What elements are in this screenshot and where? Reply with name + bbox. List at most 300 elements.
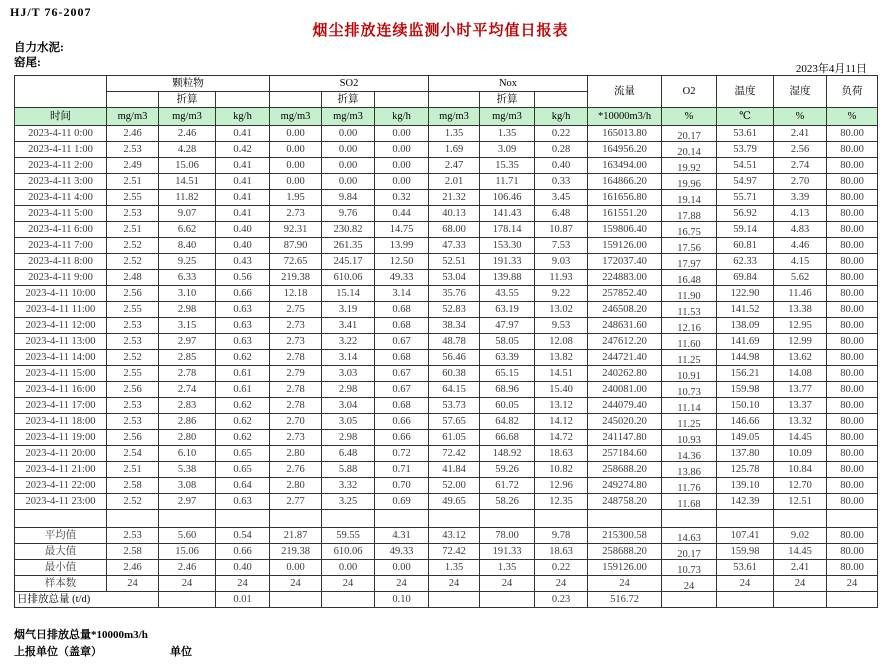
value-cell: 610.06 <box>322 544 375 560</box>
value-cell: 2.78 <box>159 366 216 382</box>
table-row <box>15 318 878 334</box>
value-cell: 2.79 <box>270 366 322 382</box>
value-cell: 164956.20 <box>588 142 662 158</box>
table-row <box>15 206 878 222</box>
value-cell: 12.18 <box>270 286 322 302</box>
value-cell: 13.38 <box>774 302 827 318</box>
value-cell: 43.12 <box>429 528 480 544</box>
value-cell: 0.62 <box>216 350 270 366</box>
value-cell: 14.36 <box>662 449 717 465</box>
value-cell: 248758.20 <box>588 494 662 510</box>
time-cell: 2023-4-11 17:00 <box>15 398 107 414</box>
empty-cell <box>429 510 480 528</box>
value-cell: 0.67 <box>375 382 429 398</box>
empty-cell <box>774 510 827 528</box>
summary-row <box>15 560 878 576</box>
value-cell: 24 <box>322 576 375 592</box>
value-cell: 80.00 <box>827 318 878 334</box>
value-cell: 16.75 <box>662 225 717 241</box>
value-cell: 2.78 <box>270 350 322 366</box>
value-cell: 35.76 <box>429 286 480 302</box>
value-cell: 14.72 <box>535 430 588 446</box>
value-cell: 4.13 <box>774 206 827 222</box>
value-cell: 0.56 <box>216 270 270 286</box>
value-cell: 63.39 <box>480 350 535 366</box>
value-cell: 13.62 <box>774 350 827 366</box>
value-cell: 59.55 <box>322 528 375 544</box>
value-cell: 6.48 <box>535 206 588 222</box>
value-cell: 141.43 <box>480 206 535 222</box>
value-cell: 80.00 <box>827 126 878 142</box>
value-cell: 0.10 <box>375 592 429 608</box>
value-cell <box>429 592 480 608</box>
column-header-flow: 流量 <box>588 76 662 108</box>
report-unit-label: 上报单位（盖章） <box>14 646 102 658</box>
value-cell: 2.70 <box>774 174 827 190</box>
value-cell: 2.51 <box>107 174 159 190</box>
value-cell: 14.08 <box>774 366 827 382</box>
value-cell <box>717 592 774 608</box>
value-cell: 2.56 <box>107 430 159 446</box>
value-cell: 2.46 <box>159 126 216 142</box>
time-cell: 2023-4-11 6:00 <box>15 222 107 238</box>
value-cell: 80.00 <box>827 350 878 366</box>
time-cell: 2023-4-11 18:00 <box>15 414 107 430</box>
value-cell: 3.09 <box>480 142 535 158</box>
value-cell: 0.40 <box>216 222 270 238</box>
value-cell: 58.05 <box>480 334 535 350</box>
value-cell: 38.34 <box>429 318 480 334</box>
value-cell: 24 <box>717 576 774 592</box>
value-cell: 0.66 <box>375 430 429 446</box>
value-cell: 10.73 <box>662 385 717 401</box>
value-cell: 2.70 <box>270 414 322 430</box>
value-cell: 13.77 <box>774 382 827 398</box>
unit-cell: mg/m3 <box>270 108 322 126</box>
value-cell: 0.40 <box>535 158 588 174</box>
value-cell: 60.38 <box>429 366 480 382</box>
value-cell: 14.51 <box>535 366 588 382</box>
converted-label-nox: 折算 <box>480 92 535 108</box>
value-cell: 3.03 <box>322 366 375 382</box>
time-cell: 2023-4-11 16:00 <box>15 382 107 398</box>
value-cell: 0.40 <box>216 238 270 254</box>
value-cell: 2.55 <box>107 302 159 318</box>
table-row <box>15 414 878 430</box>
value-cell: 2.83 <box>159 398 216 414</box>
table-row <box>15 158 878 174</box>
value-cell: 80.00 <box>827 174 878 190</box>
time-cell: 2023-4-11 19:00 <box>15 430 107 446</box>
blank-corner-cell <box>15 76 107 108</box>
empty-cell <box>216 510 270 528</box>
value-cell: 2.78 <box>270 382 322 398</box>
value-cell: 0.00 <box>270 158 322 174</box>
value-cell: 80.00 <box>827 206 878 222</box>
value-cell <box>159 592 216 608</box>
summary-label: 平均值 <box>15 528 107 544</box>
value-cell: 11.46 <box>774 286 827 302</box>
value-cell: 19.96 <box>662 177 717 193</box>
time-cell: 2023-4-11 22:00 <box>15 478 107 494</box>
value-cell: 78.00 <box>480 528 535 544</box>
value-cell: 161551.20 <box>588 206 662 222</box>
table-row <box>15 270 878 286</box>
value-cell: 2.58 <box>107 544 159 560</box>
value-cell: 0.61 <box>216 366 270 382</box>
value-cell: 148.92 <box>480 446 535 462</box>
time-cell: 2023-4-11 0:00 <box>15 126 107 142</box>
table-row <box>15 222 878 238</box>
value-cell: 80.00 <box>827 544 878 560</box>
value-cell: 9.03 <box>535 254 588 270</box>
value-cell: 257852.40 <box>588 286 662 302</box>
value-cell: 156.21 <box>717 366 774 382</box>
value-cell: 12.96 <box>535 478 588 494</box>
value-cell: 2.46 <box>159 560 216 576</box>
value-cell: 0.43 <box>216 254 270 270</box>
value-cell: 2.51 <box>107 462 159 478</box>
value-cell: 48.78 <box>429 334 480 350</box>
value-cell: 24 <box>375 576 429 592</box>
column-header-o2: O2 <box>662 76 717 108</box>
value-cell: 3.32 <box>322 478 375 494</box>
value-cell: 2.53 <box>107 398 159 414</box>
table-row <box>15 174 878 190</box>
value-cell: 230.82 <box>322 222 375 238</box>
value-cell: 80.00 <box>827 494 878 510</box>
value-cell: 21.87 <box>270 528 322 544</box>
value-cell: 80.00 <box>827 158 878 174</box>
value-cell: 9.84 <box>322 190 375 206</box>
value-cell: 80.00 <box>827 366 878 382</box>
value-cell: 2.77 <box>270 494 322 510</box>
value-cell: 2.98 <box>322 382 375 398</box>
value-cell: 12.70 <box>774 478 827 494</box>
table-row <box>15 350 878 366</box>
value-cell: 163494.00 <box>588 158 662 174</box>
value-cell: 24 <box>107 576 159 592</box>
value-cell: 72.42 <box>429 446 480 462</box>
value-cell: 2.73 <box>270 334 322 350</box>
value-cell: 1.35 <box>480 560 535 576</box>
value-cell: 2.75 <box>270 302 322 318</box>
value-cell: 15.06 <box>159 544 216 560</box>
value-cell: 66.68 <box>480 430 535 446</box>
table-row <box>15 142 878 158</box>
value-cell: 0.54 <box>216 528 270 544</box>
value-cell: 10.09 <box>774 446 827 462</box>
unit-cell: *10000m3/h <box>588 108 662 126</box>
value-cell: 0.00 <box>270 142 322 158</box>
value-cell: 12.50 <box>375 254 429 270</box>
value-cell: 247612.20 <box>588 334 662 350</box>
value-cell: 0.41 <box>216 206 270 222</box>
unit-label: 单位 <box>170 646 192 658</box>
value-cell: 11.14 <box>662 401 717 417</box>
value-cell: 64.15 <box>429 382 480 398</box>
summary-label: 最大值 <box>15 544 107 560</box>
value-cell: 159126.00 <box>588 560 662 576</box>
value-cell <box>774 592 827 608</box>
value-cell: 165013.80 <box>588 126 662 142</box>
empty-cell <box>535 510 588 528</box>
value-cell: 0.23 <box>535 592 588 608</box>
empty-cell <box>375 510 429 528</box>
time-cell: 2023-4-11 4:00 <box>15 190 107 206</box>
value-cell: 0.00 <box>322 560 375 576</box>
group-header-pm: 颗粒物 <box>107 76 270 92</box>
report-table <box>14 75 878 608</box>
empty-cell <box>717 510 774 528</box>
value-cell: 80.00 <box>827 446 878 462</box>
value-cell: 80.00 <box>827 254 878 270</box>
value-cell: 2.85 <box>159 350 216 366</box>
value-cell: 0.00 <box>375 142 429 158</box>
value-cell: 141.52 <box>717 302 774 318</box>
value-cell: 0.44 <box>375 206 429 222</box>
table-row <box>15 286 878 302</box>
summary-row <box>15 528 878 544</box>
value-cell: 2.49 <box>107 158 159 174</box>
value-cell: 0.63 <box>216 302 270 318</box>
value-cell: 0.00 <box>270 126 322 142</box>
value-cell: 80.00 <box>827 222 878 238</box>
value-cell: 43.55 <box>480 286 535 302</box>
value-cell: 191.33 <box>480 254 535 270</box>
value-cell: 2.76 <box>270 462 322 478</box>
value-cell: 1.69 <box>429 142 480 158</box>
time-cell: 2023-4-11 3:00 <box>15 174 107 190</box>
value-cell: 0.67 <box>375 366 429 382</box>
value-cell: 0.61 <box>216 382 270 398</box>
value-cell: 18.63 <box>535 446 588 462</box>
value-cell: 258688.20 <box>588 462 662 478</box>
value-cell: 240262.80 <box>588 366 662 382</box>
value-cell <box>322 592 375 608</box>
value-cell: 0.64 <box>216 478 270 494</box>
value-cell: 248631.60 <box>588 318 662 334</box>
value-cell: 11.68 <box>662 497 717 513</box>
value-cell: 7.53 <box>535 238 588 254</box>
value-cell: 24 <box>535 576 588 592</box>
value-cell: 2.47 <box>429 158 480 174</box>
value-cell: 24 <box>662 579 717 595</box>
value-cell: 125.78 <box>717 462 774 478</box>
value-cell: 178.14 <box>480 222 535 238</box>
value-cell: 10.91 <box>662 369 717 385</box>
value-cell: 0.65 <box>216 462 270 478</box>
unit-cell: % <box>774 108 827 126</box>
value-cell: 0.22 <box>535 126 588 142</box>
value-cell: 80.00 <box>827 334 878 350</box>
value-cell: 6.48 <box>322 446 375 462</box>
value-cell: 5.38 <box>159 462 216 478</box>
value-cell: 54.51 <box>717 158 774 174</box>
value-cell: 3.10 <box>159 286 216 302</box>
value-cell: 8.40 <box>159 238 216 254</box>
value-cell: 10.93 <box>662 433 717 449</box>
time-cell: 2023-4-11 23:00 <box>15 494 107 510</box>
unit-cell: mg/m3 <box>480 108 535 126</box>
value-cell: 164866.20 <box>588 174 662 190</box>
time-cell: 2023-4-11 10:00 <box>15 286 107 302</box>
time-cell: 2023-4-11 9:00 <box>15 270 107 286</box>
value-cell: 24 <box>429 576 480 592</box>
value-cell: 58.26 <box>480 494 535 510</box>
value-cell: 0.68 <box>375 398 429 414</box>
value-cell: 80.00 <box>827 238 878 254</box>
value-cell: 249274.80 <box>588 478 662 494</box>
value-cell: 11.71 <box>480 174 535 190</box>
value-cell: 2.53 <box>107 206 159 222</box>
value-cell: 2.80 <box>270 446 322 462</box>
value-cell: 68.00 <box>429 222 480 238</box>
value-cell: 60.05 <box>480 398 535 414</box>
empty-cell <box>322 510 375 528</box>
value-cell: 241147.80 <box>588 430 662 446</box>
unit-cell: % <box>662 108 717 126</box>
empty-cell <box>270 510 322 528</box>
value-cell: 2.53 <box>107 414 159 430</box>
value-cell: 0.00 <box>375 158 429 174</box>
time-cell: 2023-4-11 15:00 <box>15 366 107 382</box>
value-cell: 2.97 <box>159 334 216 350</box>
value-cell: 9.78 <box>535 528 588 544</box>
value-cell: 24 <box>270 576 322 592</box>
value-cell: 2.53 <box>107 528 159 544</box>
value-cell: 144.98 <box>717 350 774 366</box>
value-cell: 0.63 <box>216 494 270 510</box>
value-cell: 5.62 <box>774 270 827 286</box>
value-cell: 49.65 <box>429 494 480 510</box>
value-cell: 2.41 <box>774 560 827 576</box>
value-cell: 80.00 <box>827 414 878 430</box>
report-table-body <box>15 126 878 608</box>
empty-cell <box>15 510 107 528</box>
group-header-so2: SO2 <box>270 76 429 92</box>
value-cell: 15.14 <box>322 286 375 302</box>
value-cell: 10.87 <box>535 222 588 238</box>
value-cell: 24 <box>159 576 216 592</box>
value-cell: 2.58 <box>107 478 159 494</box>
value-cell: 47.97 <box>480 318 535 334</box>
summary-label: 样本数 <box>15 576 107 592</box>
time-cell: 2023-4-11 7:00 <box>15 238 107 254</box>
value-cell: 142.39 <box>717 494 774 510</box>
value-cell: 0.72 <box>375 446 429 462</box>
unit-cell: kg/h <box>535 108 588 126</box>
value-cell: 0.70 <box>375 478 429 494</box>
value-cell: 52.51 <box>429 254 480 270</box>
value-cell: 139.10 <box>717 478 774 494</box>
value-cell: 11.93 <box>535 270 588 286</box>
company-name: 自力水泥: <box>14 42 64 54</box>
value-cell: 24 <box>774 576 827 592</box>
value-cell: 122.90 <box>717 286 774 302</box>
value-cell: 10.84 <box>774 462 827 478</box>
value-cell: 80.00 <box>827 270 878 286</box>
value-cell: 0.68 <box>375 302 429 318</box>
table-row <box>15 462 878 478</box>
value-cell: 60.81 <box>717 238 774 254</box>
value-cell: 63.19 <box>480 302 535 318</box>
unit-cell: ℃ <box>717 108 774 126</box>
value-cell: 12.95 <box>774 318 827 334</box>
summary-row <box>15 544 878 560</box>
value-cell: 150.10 <box>717 398 774 414</box>
value-cell: 0.41 <box>216 158 270 174</box>
value-cell: 4.15 <box>774 254 827 270</box>
spacer-row <box>15 510 878 528</box>
value-cell: 0.00 <box>375 126 429 142</box>
value-cell: 245020.20 <box>588 414 662 430</box>
value-cell: 4.83 <box>774 222 827 238</box>
value-cell: 6.33 <box>159 270 216 286</box>
value-cell: 80.00 <box>827 430 878 446</box>
value-cell: 6.62 <box>159 222 216 238</box>
value-cell: 14.51 <box>159 174 216 190</box>
value-cell: 10.82 <box>535 462 588 478</box>
converted-label-so2: 折算 <box>322 92 375 108</box>
value-cell: 0.69 <box>375 494 429 510</box>
value-cell: 49.33 <box>375 270 429 286</box>
value-cell: 92.31 <box>270 222 322 238</box>
table-row <box>15 126 878 142</box>
value-cell: 0.63 <box>216 318 270 334</box>
value-cell: 69.84 <box>717 270 774 286</box>
value-cell: 3.14 <box>375 286 429 302</box>
value-cell: 20.17 <box>662 129 717 145</box>
value-cell: 53.73 <box>429 398 480 414</box>
value-cell: 4.31 <box>375 528 429 544</box>
value-cell: 3.04 <box>322 398 375 414</box>
unit-cell: mg/m3 <box>429 108 480 126</box>
value-cell: 0.00 <box>375 174 429 190</box>
value-cell: 2.48 <box>107 270 159 286</box>
value-cell: 61.05 <box>429 430 480 446</box>
value-cell: 2.52 <box>107 350 159 366</box>
value-cell: 159.98 <box>717 382 774 398</box>
value-cell: 159.98 <box>717 544 774 560</box>
value-cell: 61.72 <box>480 478 535 494</box>
value-cell: 11.76 <box>662 481 717 497</box>
empty-cell <box>588 510 662 528</box>
value-cell: 0.62 <box>216 430 270 446</box>
unit-cell: kg/h <box>375 108 429 126</box>
value-cell: 161656.80 <box>588 190 662 206</box>
value-cell: 80.00 <box>827 302 878 318</box>
value-cell: 3.08 <box>159 478 216 494</box>
value-cell <box>270 592 322 608</box>
table-row <box>15 238 878 254</box>
value-cell: 4.28 <box>159 142 216 158</box>
value-cell: 0.00 <box>270 560 322 576</box>
value-cell: 15.35 <box>480 158 535 174</box>
value-cell: 2.73 <box>270 318 322 334</box>
value-cell: 172037.40 <box>588 254 662 270</box>
value-cell: 72.42 <box>429 544 480 560</box>
unit-cell: % <box>827 108 878 126</box>
empty-cell <box>480 510 535 528</box>
value-cell: 9.22 <box>535 286 588 302</box>
value-cell: 3.22 <box>322 334 375 350</box>
value-cell: 0.01 <box>216 592 270 608</box>
table-row <box>15 254 878 270</box>
value-cell: 106.46 <box>480 190 535 206</box>
value-cell: 14.45 <box>774 430 827 446</box>
value-cell: 17.97 <box>662 257 717 273</box>
